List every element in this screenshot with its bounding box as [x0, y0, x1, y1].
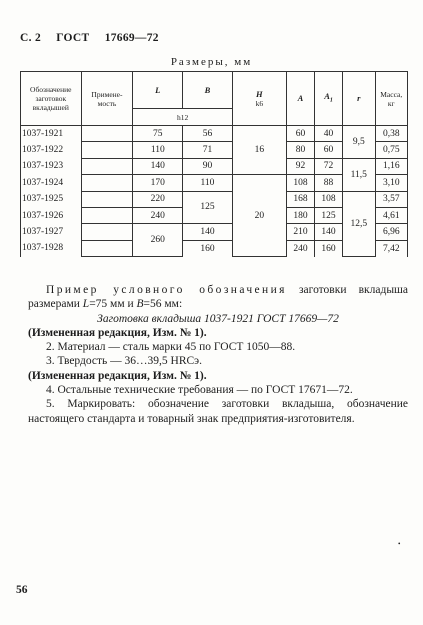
- col-r: r: [343, 72, 375, 126]
- applicability-cell: [81, 191, 133, 207]
- applicability-cell: [81, 224, 133, 240]
- A1-cell: 88: [314, 175, 342, 191]
- col-A: A: [286, 72, 314, 126]
- mass-cell: 3,10: [375, 175, 408, 191]
- applicability-cell: [81, 207, 133, 223]
- A1-cell: 60: [314, 142, 342, 158]
- L-cell: 240: [133, 207, 183, 223]
- revision-note-2: (Измененная редакция, Изм. № 1).: [28, 369, 207, 382]
- col-tolerance: h12: [133, 109, 232, 126]
- table-row: [21, 191, 408, 207]
- print-mark: •: [398, 540, 401, 548]
- L-cell: 260: [133, 224, 183, 257]
- r-cell: 12,5: [343, 191, 375, 257]
- A-cell: 60: [286, 126, 314, 142]
- col-L: L: [133, 72, 183, 109]
- col-H: H k6: [232, 72, 286, 126]
- col-applicability: Примене-мость: [81, 72, 133, 126]
- dimensions-table: [20, 71, 408, 257]
- col-B: B: [183, 72, 233, 109]
- example-designation: Заготовка вкладыша 1037-1921 ГОСТ 17669—72: [97, 312, 339, 325]
- designation-cell: 1037-1928: [21, 240, 82, 256]
- r-cell: 9,5: [343, 126, 375, 159]
- item-4: 4. Остальные технические требования — по ГОСТ 17671—72.: [46, 384, 353, 397]
- designation-cell: 1037-1924: [21, 175, 82, 191]
- applicability-cell: [81, 142, 133, 158]
- A-cell: 108: [286, 175, 314, 191]
- table-row: [21, 126, 408, 142]
- A-cell: 180: [286, 207, 314, 223]
- standard-number: 17669—72: [104, 32, 159, 44]
- designation-cell: 1037-1927: [21, 224, 82, 240]
- L-cell: 75: [133, 126, 183, 142]
- page-label: С. 2: [20, 32, 42, 44]
- col-A1: $A_1$: [314, 72, 342, 126]
- B-cell: 90: [183, 158, 233, 174]
- designation-cell: 1037-1923: [21, 158, 82, 174]
- table-row: [21, 158, 408, 174]
- L-cell: 170: [133, 175, 183, 191]
- r-cell: 11,5: [343, 158, 375, 191]
- item-2: 2. Материал — сталь марки 45 по ГОСТ 1050—88.: [46, 341, 296, 354]
- mass-cell: 1,16: [375, 158, 408, 174]
- L-cell: 110: [133, 142, 183, 158]
- H-cell: 16: [232, 126, 286, 175]
- mass-cell: 0,38: [375, 126, 408, 142]
- B-cell: 110: [183, 175, 233, 191]
- col-mass: Масса, кг: [375, 72, 408, 126]
- A1-cell: 140: [314, 224, 342, 240]
- A-cell: 210: [286, 224, 314, 240]
- applicability-cell: [81, 126, 133, 142]
- item-5: 5. Маркировать: обозначение заготовки вкладыша, обозначение настоящего стандарта и товарный знак предприятия-изготовителя.: [28, 398, 408, 425]
- applicability-cell: [81, 158, 133, 174]
- A-cell: 168: [286, 191, 314, 207]
- B-cell: 71: [183, 142, 233, 158]
- body-text: [28, 283, 408, 426]
- A1-cell: 40: [314, 126, 342, 142]
- B-cell: 56: [183, 126, 233, 142]
- page-number: 56: [16, 584, 28, 596]
- mass-cell: 0,75: [375, 142, 408, 158]
- A1-cell: 72: [314, 158, 342, 174]
- designation-cell: 1037-1926: [21, 207, 82, 223]
- A-cell: 92: [286, 158, 314, 174]
- mass-cell: 3,57: [375, 191, 408, 207]
- B-cell: 160: [183, 240, 233, 256]
- L-cell: 140: [133, 158, 183, 174]
- L-cell: 220: [133, 191, 183, 207]
- mass-cell: 7,42: [375, 240, 408, 256]
- H-cell: 20: [232, 175, 286, 257]
- applicability-cell: [81, 175, 133, 191]
- col-designation: Обозначение заготовок вкладышей: [21, 72, 82, 126]
- designation-cell: 1037-1925: [21, 191, 82, 207]
- standard-label: ГОСТ: [56, 32, 90, 44]
- A-cell: 80: [286, 142, 314, 158]
- designation-cell: 1037-1921: [21, 126, 82, 142]
- designation-cell: 1037-1922: [21, 142, 82, 158]
- table-caption: Размеры, мм: [170, 56, 253, 68]
- A-cell: 240: [286, 240, 314, 256]
- example-intro: Пример условного обозначения заготовки вкладыша размерами L=75 мм и B=56 мм:: [28, 284, 409, 311]
- page-header: [20, 32, 171, 44]
- B-cell: 125: [183, 191, 233, 224]
- mass-cell: 4,61: [375, 207, 408, 223]
- applicability-cell: [81, 240, 133, 256]
- revision-note-1: (Измененная редакция, Изм. № 1).: [28, 326, 207, 339]
- A1-cell: 125: [314, 207, 342, 223]
- mass-cell: 6,96: [375, 224, 408, 240]
- A1-cell: 160: [314, 240, 342, 256]
- item-3: 3. Твердость — 36…39,5 HRCэ.: [46, 355, 202, 368]
- B-cell: 140: [183, 224, 233, 240]
- A1-cell: 108: [314, 191, 342, 207]
